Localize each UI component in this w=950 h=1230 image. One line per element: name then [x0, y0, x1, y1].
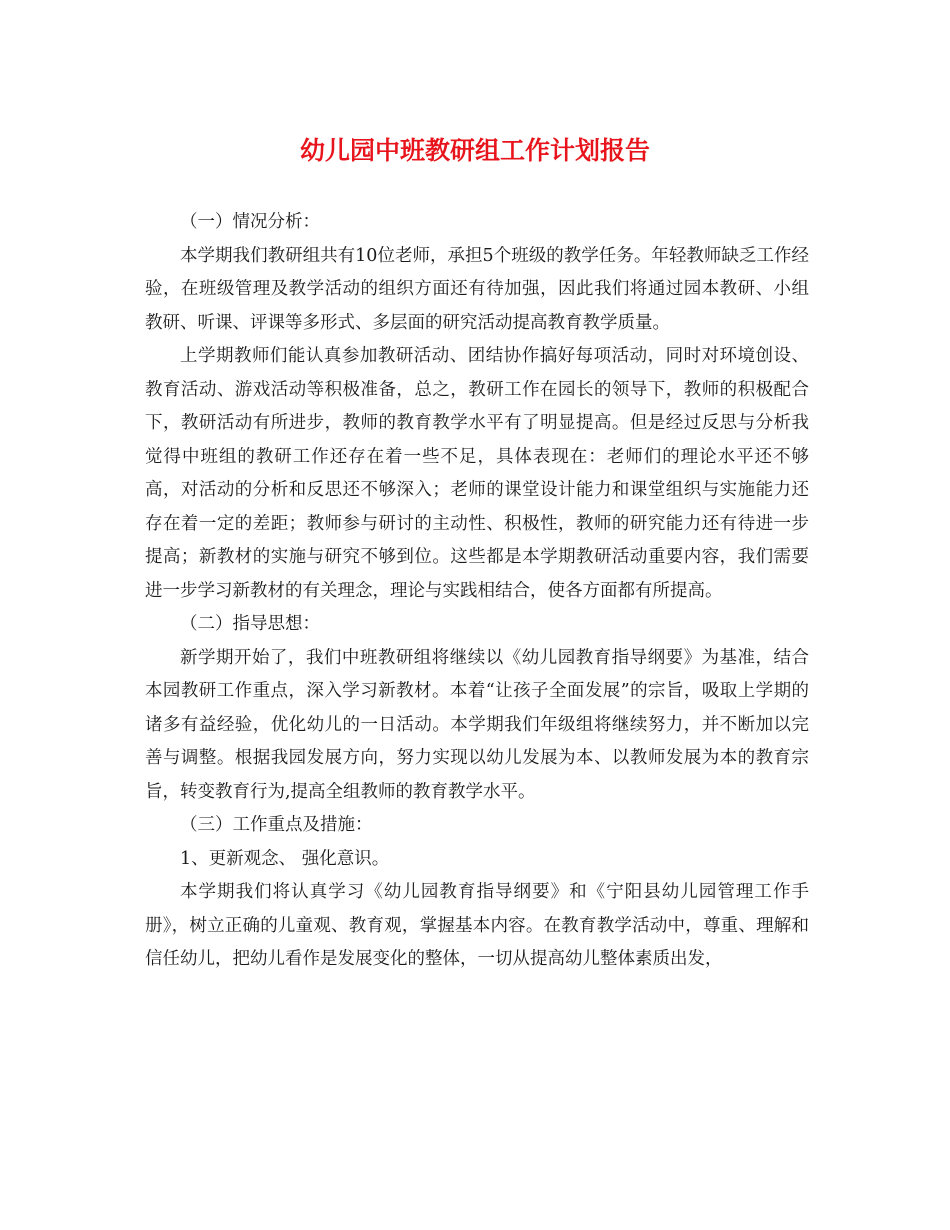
document-title: 幼儿园中班教研组工作计划报告 — [299, 136, 650, 165]
section-heading-work-focus: （三）工作重点及措施： — [180, 815, 373, 835]
paragraph-update-concepts: 本学期我们将认真学习《幼儿园教育指导纲要》和《宁阳县幼儿园管理工作手册》，树立正确的儿童观、教育观，掌握基本内容。在教育教学活动中，尊重、理解和信任幼儿，把幼儿看作是发展变化的整体，一切从提高幼儿整体素质出发， — [145, 882, 809, 969]
paragraph-guiding-ideology: 新学期开始了，我们中班教研组将继续以《幼儿园教育指导纲要》为基准，结合本园教研工作重点，深入学习新教材。本着“让孩子全面发展”的宗旨，吸取上学期的诸多有益经验，优化幼儿的一日活动。本学期我们年级组将继续努力，并不断加以完善与调整。根据我园发展方向，努力实现以幼儿发展为本、以教师发展为本的教育宗旨，转变教育行为,提高全组教师的教育教学水平。 — [145, 647, 809, 802]
paragraph-situation-detail: 上学期教师们能认真参加教研活动、团结协作搞好每项活动，同时对环境创设、教育活动、游戏活动等积极准备，总之，教研工作在园长的领导下，教师的积极配合下，教研活动有所进步，教师的教育教学水平有了明显提高。但是经过反思与分析我觉得中班组的教研工作还存在着一些不足，具体表现在：老师们的理论水平还不够高，对活动的分析和反思还不够深入；老师的课堂设计能力和课堂组织与实施能力还存在着一定的差距；教师参与研讨的主动性、积极性，教师的研究能力还有待进一步提高；新教材的实施与研究不够到位。这些都是本学期教研活动重要内容，我们需要进一步学习新教材的有关理念，理论与实践相结合，使各方面都有所提高。 — [145, 346, 809, 601]
section-heading-guiding-ideology: （二）指导思想： — [180, 614, 320, 634]
paragraph-situation-intro: 本学期我们教研组共有10位老师，承担5个班级的教学任务。年轻教师缺乏工作经验，在班级管理及教学活动的组织方面还有待加强，因此我们将通过园本教研、小组教研、听课、评课等多形式、多层面的研究活动提高教育教学质量。 — [145, 245, 809, 333]
subheading-update-concepts: 1、更新观念、 强化意识。 — [180, 848, 390, 869]
section-heading-situation-analysis: （一）情况分析： — [180, 212, 320, 232]
document-body — [145, 206, 809, 977]
